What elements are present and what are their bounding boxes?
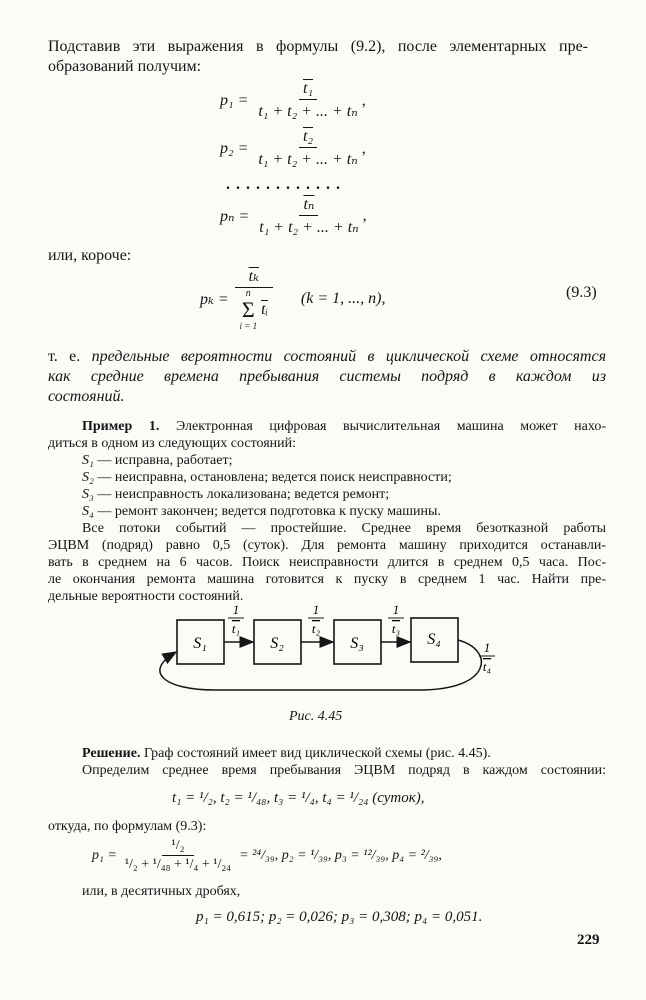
decimal-intro: или, в десятичных дробях, — [82, 884, 241, 899]
rate-4-den: t₄ — [482, 659, 492, 674]
p1-value-numerator: ¹/₂ — [162, 838, 195, 856]
page-number: 229 — [577, 932, 600, 948]
rate-1-den: t₁ — [231, 621, 241, 636]
example-body-3: вать в среднем на 6 часов. Поиск неисправности длится в среднем 0,5 часа. Пос- — [48, 555, 606, 570]
mean-times: t₁ = ¹/₂, t₂ = ¹/₄₈, t₃ = ¹/₄, t₄ = ¹/₂₄ (суток), — [172, 790, 425, 806]
intro-line-2: образований получим: — [48, 58, 202, 75]
state-node-s3-label: S₃ — [350, 635, 364, 652]
rate-2-den: t₂ — [311, 621, 321, 636]
eq-pk-sum-upper: n — [245, 288, 251, 299]
eq-pk-sum-term: $\overline{tᵢ}$ — [261, 301, 269, 318]
eq-p2-numerator: t₂ — [299, 128, 317, 148]
equation-p1 — [220, 80, 366, 121]
equation-dots: . . . . . . . . . . . . — [226, 176, 341, 193]
intro-line-1: Подставив эти выражения в формулы (9.2), после элементарных пре- — [48, 38, 588, 55]
p1-value-lhs: p₁ = — [92, 847, 117, 863]
equation-p1-value — [92, 838, 442, 873]
example-body-1: Все потоки событий — простейшие. Среднее время безотказной работы — [82, 521, 606, 536]
eq-pk-sum-lower: i = 1 — [239, 321, 258, 331]
rate-3-den: t₃ — [391, 621, 401, 636]
sigma-symbol: Σ — [241, 297, 255, 322]
eq-pn-denominator: t₁ + t₂ + ... + tₙ — [259, 219, 359, 236]
state-node-s4-label: S₄ — [427, 631, 441, 648]
example-line-2: диться в одном из следующих состояний: — [48, 436, 297, 451]
example-body-5: дельные вероятности состояний. — [48, 589, 244, 604]
equation-pn — [220, 194, 367, 237]
state-s4 — [82, 503, 441, 520]
conclusion-lead: т. е. — [48, 348, 81, 365]
state-s3 — [82, 486, 389, 503]
rate-2-num: 1 — [312, 602, 320, 617]
figure-caption: Рис. 4.45 — [289, 709, 343, 724]
conclusion-text-1: предельные вероятности состояний в циклической схеме относятся — [91, 348, 606, 365]
eq-pn-lhs: pₙ = — [220, 207, 250, 225]
conclusion-line-2: как средние времена пребывания системы подряд в каждом из — [48, 368, 606, 385]
eq-p2-tail: , — [361, 139, 366, 157]
state-s1-symbol: S₁ — [82, 453, 94, 468]
eq-pk-condition: (k = 1, ..., n), — [300, 290, 386, 307]
eq-pn-tail: , — [362, 206, 367, 224]
conclusion-line-3: состояний. — [48, 388, 125, 405]
whence-text: откуда, по формулам (9.3): — [48, 819, 207, 834]
decimal-values: p₁ = 0,615; p₂ = 0,026; p₃ = 0,308; p₄ = 0,051. — [196, 909, 483, 925]
example-line-1 — [82, 418, 606, 435]
equation-p2 — [220, 128, 366, 169]
state-graph-figure — [0, 595, 646, 705]
state-s1 — [82, 452, 232, 469]
p-values-rest: = ²⁴/₃₉, p₂ = ¹/₃₉, p₃ = ¹²/₃₉, p₄ = ²/₃₉, — [239, 847, 442, 863]
eq-pn-numerator: $\overline{t_n}$ — [299, 194, 318, 216]
p1-value-denominator: ¹/₂ + ¹/₄₈ + ¹/₄ + ¹/₂₄ — [124, 857, 232, 872]
eq-p1-tail: , — [361, 91, 366, 109]
or-shorter-text: или, короче: — [48, 247, 132, 264]
conclusion-line-1 — [48, 347, 606, 367]
example-body-2: ЭЦВМ (подряд) равно 0,5 (суток). Для ремонта машину приходится останавли- — [48, 538, 606, 553]
state-s1-text: — исправна, работает; — [97, 453, 233, 468]
eq-p2-denominator: t₁ + t₂ + ... + tₙ — [258, 151, 358, 168]
equation-number: (9.3) — [566, 284, 597, 301]
solution-text-1: Граф состояний имеет вид циклической схемы (рис. 4.45). — [143, 746, 491, 761]
eq-p1-numerator: t₁ — [299, 80, 317, 100]
state-node-s1-label: S₁ — [193, 635, 207, 652]
state-s3-text: — неисправность локализована; ведется ремонт; — [97, 487, 390, 502]
eq-p2-lhs: p₂ = — [220, 139, 249, 157]
rate-3-num: 1 — [392, 602, 400, 617]
state-s2-symbol: S₂ — [82, 470, 94, 485]
example-text-1: Электронная цифровая вычислительная машина может нахо- — [175, 419, 607, 434]
eq-pk-numerator: $\overline{t_k}$ — [235, 266, 273, 288]
solution-line-1 — [82, 745, 491, 762]
example-body-4: ле окончания ремонта машина готовится к пуску в среднем 1 час. Найти пре- — [48, 572, 606, 587]
solution-title: Решение. — [82, 746, 141, 761]
rate-1-num: 1 — [232, 602, 240, 617]
equation-pk — [200, 266, 385, 332]
state-s4-symbol: S₄ — [82, 504, 94, 519]
state-s2 — [82, 469, 452, 486]
state-node-s2-label: S₂ — [270, 635, 284, 652]
eq-p1-denominator: t₁ + t₂ + ... + tₙ — [258, 103, 358, 120]
eq-pk-lhs: pₖ = — [200, 291, 229, 308]
state-s4-text: — ремонт закончен; ведется подготовка к пуску машины. — [97, 504, 441, 519]
rate-4-num: 1 — [483, 640, 491, 655]
solution-line-2: Определим среднее время пребывания ЭЦВМ подряд в каждом состоянии: — [82, 763, 606, 778]
example-title: Пример 1. — [82, 419, 160, 434]
state-s3-symbol: S₃ — [82, 487, 94, 502]
state-s2-text: — неисправна, остановлена; ведется поиск неисправности; — [97, 470, 452, 485]
eq-p1-lhs: p₁ = — [220, 91, 249, 109]
